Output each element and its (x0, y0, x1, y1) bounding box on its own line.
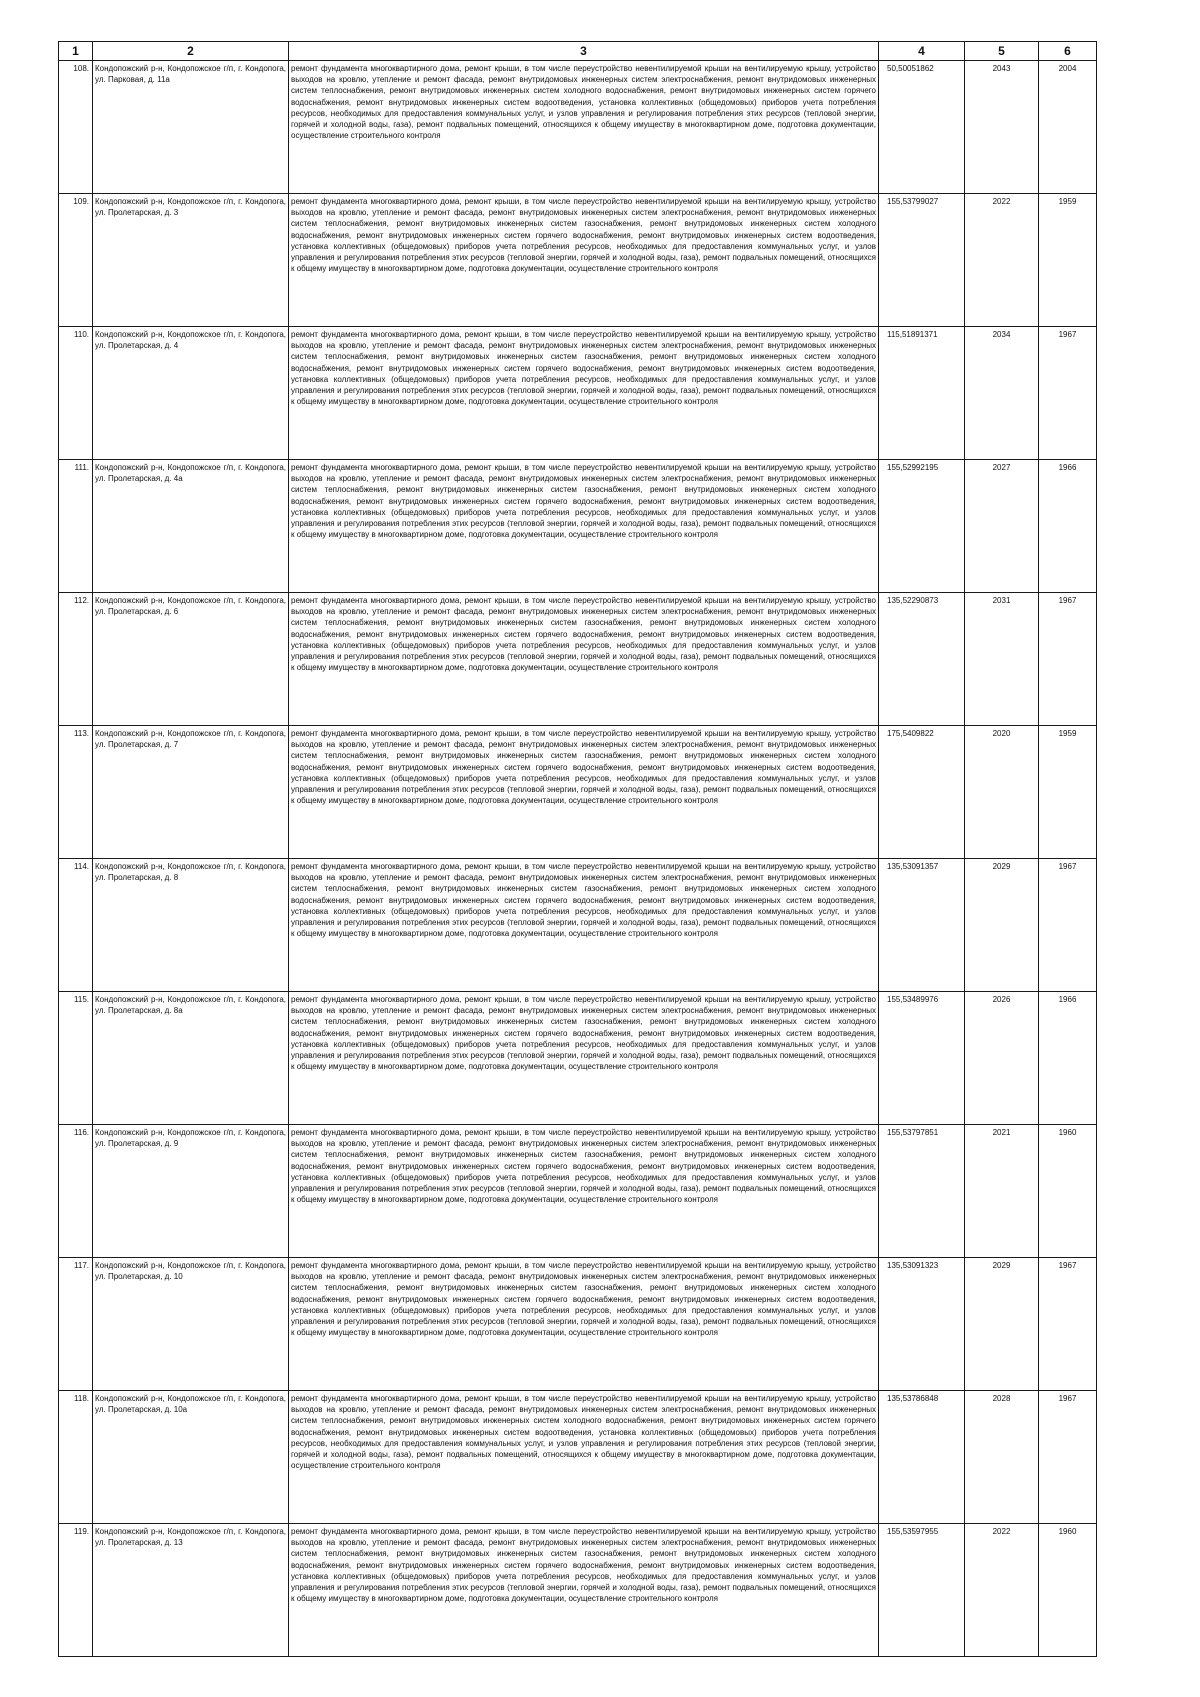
planned-year-cell: 2031 (965, 593, 1039, 726)
header-col-3: 3 (289, 42, 879, 61)
planned-year-cell: 2020 (965, 726, 1039, 859)
row-number: 112. (59, 593, 93, 726)
build-year-cell: 1967 (1039, 859, 1097, 992)
header-col-5: 5 (965, 42, 1039, 61)
header-col-1: 1 (59, 42, 93, 61)
works-cell: ремонт фундамента многоквартирного дома, ремонт крыши, в том числе переустройство невентилируемой крыши на вентилируемую крышу, устройство выходов на кровлю, утепление и ремонт фасада, ремонт внутридомовых инженерных систем электроснабжения, ремонт внутридомовых инженерных систем теплоснабжения, ремонт внутридомовых инженерных систем газоснабжения, ремонт внутридомовых инженерных систем холодного водоснабжения, ремонт внутридомовых инженерных систем горячего водоснабжения, ремонт внутридомовых инженерных систем водоотведения, установка коллективных (общедомовых) приборов учета потребления ресурсов, необходимых для предоставления коммунальных услуг, и узлов управления и регулирования потребления этих ресурсов (тепловой энергии, горячей и холодной воды, газа), ремонт подвальных помещений, относящихся к общему имуществу в многоквартирном доме, подготовка документации, осуществление строительного контроля (289, 859, 879, 992)
cost-cell: 135,53091357 (879, 859, 965, 992)
table-row (59, 194, 1097, 327)
address-cell: Кондопожский р-н, Кондопожское г/п, г. Кондопога, ул. Пролетарская, д. 6 (93, 593, 289, 726)
row-number: 117. (59, 1258, 93, 1391)
table-row (59, 726, 1097, 859)
header-row (59, 42, 1097, 61)
works-cell: ремонт фундамента многоквартирного дома, ремонт крыши, в том числе переустройство невентилируемой крыши на вентилируемую крышу, устройство выходов на кровлю, утепление и ремонт фасада, ремонт внутридомовых инженерных систем электроснабжения, ремонт внутридомовых инженерных систем теплоснабжения, ремонт внутридомовых инженерных систем газоснабжения, ремонт внутридомовых инженерных систем холодного водоснабжения, ремонт внутридомовых инженерных систем горячего водоснабжения, ремонт внутридомовых инженерных систем водоотведения, установка коллективных (общедомовых) приборов учета потребления ресурсов, необходимых для предоставления коммунальных услуг, и узлов управления и регулирования потребления этих ресурсов (тепловой энергии, горячей и холодной воды, газа), ремонт подвальных помещений, относящихся к общему имуществу в многоквартирном доме, подготовка документации, осуществление строительного контроля (289, 1125, 879, 1258)
build-year-cell: 1960 (1039, 1125, 1097, 1258)
build-year-cell: 1967 (1039, 593, 1097, 726)
cost-cell: 135,53091323 (879, 1258, 965, 1391)
planned-year-cell: 2021 (965, 1125, 1039, 1258)
header-col-2: 2 (93, 42, 289, 61)
header-col-4: 4 (879, 42, 965, 61)
table-row (59, 460, 1097, 593)
address-cell: Кондопожский р-н, Кондопожское г/п, г. Кондопога, ул. Пролетарская, д. 8а (93, 992, 289, 1125)
works-cell: ремонт фундамента многоквартирного дома, ремонт крыши, в том числе переустройство невентилируемой крыши на вентилируемую крышу, устройство выходов на кровлю, утепление и ремонт фасада, ремонт внутридомовых инженерных систем электроснабжения, ремонт внутридомовых инженерных систем теплоснабжения, ремонт внутридомовых инженерных систем газоснабжения, ремонт внутридомовых инженерных систем холодного водоснабжения, ремонт внутридомовых инженерных систем горячего водоснабжения, ремонт внутридомовых инженерных систем водоотведения, установка коллективных (общедомовых) приборов учета потребления ресурсов, необходимых для предоставления коммунальных услуг, и узлов управления и регулирования потребления этих ресурсов (тепловой энергии, горячей и холодной воды, газа), ремонт подвальных помещений, относящихся к общему имуществу в многоквартирном доме, подготовка документации, осуществление строительного контроля (289, 992, 879, 1125)
planned-year-cell: 2029 (965, 1258, 1039, 1391)
row-number: 114. (59, 859, 93, 992)
works-cell: ремонт фундамента многоквартирного дома, ремонт крыши, в том числе переустройство невентилируемой крыши на вентилируемую крышу, устройство выходов на кровлю, утепление и ремонт фасада, ремонт внутридомовых инженерных систем электроснабжения, ремонт внутридомовых инженерных систем теплоснабжения, ремонт внутридомовых инженерных систем газоснабжения, ремонт внутридомовых инженерных систем холодного водоснабжения, ремонт внутридомовых инженерных систем горячего водоснабжения, ремонт внутридомовых инженерных систем водоотведения, установка коллективных (общедомовых) приборов учета потребления ресурсов, необходимых для предоставления коммунальных услуг, и узлов управления и регулирования потребления этих ресурсов (тепловой энергии, горячей и холодной воды, газа), ремонт подвальных помещений, относящихся к общему имуществу в многоквартирном доме, подготовка документации, осуществление строительного контроля (289, 1258, 879, 1391)
planned-year-cell: 2034 (965, 327, 1039, 460)
address-cell: Кондопожский р-н, Кондопожское г/п, г. Кондопога, ул. Пролетарская, д. 3 (93, 194, 289, 327)
cost-cell: 155,53797851 (879, 1125, 965, 1258)
cost-cell: 155,52992195 (879, 460, 965, 593)
build-year-cell: 1959 (1039, 194, 1097, 327)
address-cell: Кондопожский р-н, Кондопожское г/п, г. Кондопога, ул. Парковая, д. 11а (93, 61, 289, 194)
table-header (59, 42, 1097, 61)
table-row (59, 1391, 1097, 1524)
planned-year-cell: 2029 (965, 859, 1039, 992)
cost-cell: 135,53786848 (879, 1391, 965, 1524)
works-cell: ремонт фундамента многоквартирного дома, ремонт крыши, в том числе переустройство невентилируемой крыши на вентилируемую крышу, устройство выходов на кровлю, утепление и ремонт фасада, ремонт внутридомовых инженерных систем электроснабжения, ремонт внутридомовых инженерных систем теплоснабжения, ремонт внутридомовых инженерных систем холодного водоснабжения, ремонт внутридомовых инженерных систем горячего водоснабжения, ремонт внутридомовых инженерных систем водоотведения, установка коллективных (общедомовых) приборов учета потребления ресурсов, необходимых для предоставления коммунальных услуг, и узлов управления и регулирования потребления этих ресурсов (тепловой энергии, горячей и холодной воды, газа), ремонт подвальных помещений, относящихся к общему имуществу в многоквартирном доме, подготовка документации, осуществление строительного контроля (289, 1391, 879, 1524)
table-row (59, 1125, 1097, 1258)
address-cell: Кондопожский р-н, Кондопожское г/п, г. Кондопога, ул. Пролетарская, д. 8 (93, 859, 289, 992)
cost-cell: 155,53489976 (879, 992, 965, 1125)
build-year-cell: 1959 (1039, 726, 1097, 859)
build-year-cell: 1960 (1039, 1524, 1097, 1657)
row-number: 118. (59, 1391, 93, 1524)
table-row (59, 1258, 1097, 1391)
build-year-cell: 1966 (1039, 992, 1097, 1125)
build-year-cell: 1967 (1039, 1258, 1097, 1391)
row-number: 109. (59, 194, 93, 327)
planned-year-cell: 2022 (965, 1524, 1039, 1657)
row-number: 110. (59, 327, 93, 460)
table-row (59, 992, 1097, 1125)
row-number: 108. (59, 61, 93, 194)
works-cell: ремонт фундамента многоквартирного дома, ремонт крыши, в том числе переустройство невентилируемой крыши на вентилируемую крышу, устройство выходов на кровлю, утепление и ремонт фасада, ремонт внутридомовых инженерных систем электроснабжения, ремонт внутридомовых инженерных систем теплоснабжения, ремонт внутридомовых инженерных систем газоснабжения, ремонт внутридомовых инженерных систем холодного водоснабжения, ремонт внутридомовых инженерных систем горячего водоснабжения, ремонт внутридомовых инженерных систем водоотведения, установка коллективных (общедомовых) приборов учета потребления ресурсов, необходимых для предоставления коммунальных услуг, и узлов управления и регулирования потребления этих ресурсов (тепловой энергии, горячей и холодной воды, газа), ремонт подвальных помещений, относящихся к общему имуществу в многоквартирном доме, подготовка документации, осуществление строительного контроля (289, 1524, 879, 1657)
cost-cell: 135,52290873 (879, 593, 965, 726)
build-year-cell: 2004 (1039, 61, 1097, 194)
works-cell: ремонт фундамента многоквартирного дома, ремонт крыши, в том числе переустройство невентилируемой крыши на вентилируемую крышу, устройство выходов на кровлю, утепление и ремонт фасада, ремонт внутридомовых инженерных систем электроснабжения, ремонт внутридомовых инженерных систем теплоснабжения, ремонт внутридомовых инженерных систем газоснабжения, ремонт внутридомовых инженерных систем холодного водоснабжения, ремонт внутридомовых инженерных систем горячего водоснабжения, ремонт внутридомовых инженерных систем водоотведения, установка коллективных (общедомовых) приборов учета потребления ресурсов, необходимых для предоставления коммунальных услуг, и узлов управления и регулирования потребления этих ресурсов (тепловой энергии, горячей и холодной воды, газа), ремонт подвальных помещений, относящихся к общему имуществу в многоквартирном доме, подготовка документации, осуществление строительного контроля (289, 726, 879, 859)
row-number: 113. (59, 726, 93, 859)
address-cell: Кондопожский р-н, Кондопожское г/п, г. Кондопога, ул. Пролетарская, д. 9 (93, 1125, 289, 1258)
table-row (59, 327, 1097, 460)
build-year-cell: 1966 (1039, 460, 1097, 593)
works-cell: ремонт фундамента многоквартирного дома, ремонт крыши, в том числе переустройство невентилируемой крыши на вентилируемую крышу, устройство выходов на кровлю, утепление и ремонт фасада, ремонт внутридомовых инженерных систем электроснабжения, ремонт внутридомовых инженерных систем теплоснабжения, ремонт внутридомовых инженерных систем газоснабжения, ремонт внутридомовых инженерных систем холодного водоснабжения, ремонт внутридомовых инженерных систем горячего водоснабжения, ремонт внутридомовых инженерных систем водоотведения, установка коллективных (общедомовых) приборов учета потребления ресурсов, необходимых для предоставления коммунальных услуг, и узлов управления и регулирования потребления этих ресурсов (тепловой энергии, горячей и холодной воды, газа), ремонт подвальных помещений, относящихся к общему имуществу в многоквартирном доме, подготовка документации, осуществление строительного контроля (289, 593, 879, 726)
cost-cell: 175,5409822 (879, 726, 965, 859)
works-cell: ремонт фундамента многоквартирного дома, ремонт крыши, в том числе переустройство невентилируемой крыши на вентилируемую крышу, устройство выходов на кровлю, утепление и ремонт фасада, ремонт внутридомовых инженерных систем электроснабжения, ремонт внутридомовых инженерных систем теплоснабжения, ремонт внутридомовых инженерных систем газоснабжения, ремонт внутридомовых инженерных систем холодного водоснабжения, ремонт внутридомовых инженерных систем горячего водоснабжения, ремонт внутридомовых инженерных систем водоотведения, установка коллективных (общедомовых) приборов учета потребления ресурсов, необходимых для предоставления коммунальных услуг, и узлов управления и регулирования потребления этих ресурсов (тепловой энергии, горячей и холодной воды, газа), ремонт подвальных помещений, относящихся к общему имуществу в многоквартирном доме, подготовка документации, осуществление строительного контроля (289, 194, 879, 327)
table-body (59, 61, 1097, 1657)
address-cell: Кондопожский р-н, Кондопожское г/п, г. Кондопога, ул. Пролетарская, д. 7 (93, 726, 289, 859)
address-cell: Кондопожский р-н, Кондопожское г/п, г. Кондопога, ул. Пролетарская, д. 10 (93, 1258, 289, 1391)
table-row (59, 593, 1097, 726)
planned-year-cell: 2026 (965, 992, 1039, 1125)
cost-cell: 155,53799027 (879, 194, 965, 327)
row-number: 115. (59, 992, 93, 1125)
planned-year-cell: 2027 (965, 460, 1039, 593)
table-row (59, 1524, 1097, 1657)
planned-year-cell: 2022 (965, 194, 1039, 327)
row-number: 116. (59, 1125, 93, 1258)
cost-cell: 115,51891371 (879, 327, 965, 460)
address-cell: Кондопожский р-н, Кондопожское г/п, г. Кондопога, ул. Пролетарская, д. 13 (93, 1524, 289, 1657)
header-col-6: 6 (1039, 42, 1097, 61)
address-cell: Кондопожский р-н, Кондопожское г/п, г. Кондопога, ул. Пролетарская, д. 4а (93, 460, 289, 593)
row-number: 119. (59, 1524, 93, 1657)
cost-cell: 155,53597955 (879, 1524, 965, 1657)
table-row (59, 859, 1097, 992)
row-number: 111. (59, 460, 93, 593)
works-cell: ремонт фундамента многоквартирного дома, ремонт крыши, в том числе переустройство невентилируемой крыши на вентилируемую крышу, устройство выходов на кровлю, утепление и ремонт фасада, ремонт внутридомовых инженерных систем электроснабжения, ремонт внутридомовых инженерных систем теплоснабжения, ремонт внутридомовых инженерных систем газоснабжения, ремонт внутридомовых инженерных систем холодного водоснабжения, ремонт внутридомовых инженерных систем горячего водоснабжения, ремонт внутридомовых инженерных систем водоотведения, установка коллективных (общедомовых) приборов учета потребления ресурсов, необходимых для предоставления коммунальных услуг, и узлов управления и регулирования потребления этих ресурсов (тепловой энергии, горячей и холодной воды, газа), ремонт подвальных помещений, относящихся к общему имуществу в многоквартирном доме, подготовка документации, осуществление строительного контроля (289, 327, 879, 460)
address-cell: Кондопожский р-н, Кондопожское г/п, г. Кондопога, ул. Пролетарская, д. 4 (93, 327, 289, 460)
planned-year-cell: 2043 (965, 61, 1039, 194)
build-year-cell: 1967 (1039, 327, 1097, 460)
table-row (59, 61, 1097, 194)
address-cell: Кондопожский р-н, Кондопожское г/п, г. Кондопога, ул. Пролетарская, д. 10а (93, 1391, 289, 1524)
build-year-cell: 1967 (1039, 1391, 1097, 1524)
planned-year-cell: 2028 (965, 1391, 1039, 1524)
cost-cell: 50,50051862 (879, 61, 965, 194)
works-cell: ремонт фундамента многоквартирного дома, ремонт крыши, в том числе переустройство невентилируемой крыши на вентилируемую крышу, устройство выходов на кровлю, утепление и ремонт фасада, ремонт внутридомовых инженерных систем электроснабжения, ремонт внутридомовых инженерных систем теплоснабжения, ремонт внутридомовых инженерных систем холодного водоснабжения, ремонт внутридомовых инженерных систем горячего водоснабжения, ремонт внутридомовых инженерных систем водоотведения, установка коллективных (общедомовых) приборов учета потребления ресурсов, необходимых для предоставления коммунальных услуг, и узлов управления и регулирования потребления этих ресурсов (тепловой энергии, горячей и холодной воды, газа), ремонт подвальных помещений, относящихся к общему имуществу в многоквартирном доме, подготовка документации, осуществление строительного контроля (289, 61, 879, 194)
capital-repair-table (58, 41, 1097, 1657)
works-cell: ремонт фундамента многоквартирного дома, ремонт крыши, в том числе переустройство невентилируемой крыши на вентилируемую крышу, устройство выходов на кровлю, утепление и ремонт фасада, ремонт внутридомовых инженерных систем электроснабжения, ремонт внутридомовых инженерных систем теплоснабжения, ремонт внутридомовых инженерных систем газоснабжения, ремонт внутридомовых инженерных систем холодного водоснабжения, ремонт внутридомовых инженерных систем горячего водоснабжения, ремонт внутридомовых инженерных систем водоотведения, установка коллективных (общедомовых) приборов учета потребления ресурсов, необходимых для предоставления коммунальных услуг, и узлов управления и регулирования потребления этих ресурсов (тепловой энергии, горячей и холодной воды, газа), ремонт подвальных помещений, относящихся к общему имуществу в многоквартирном доме, подготовка документации, осуществление строительного контроля (289, 460, 879, 593)
